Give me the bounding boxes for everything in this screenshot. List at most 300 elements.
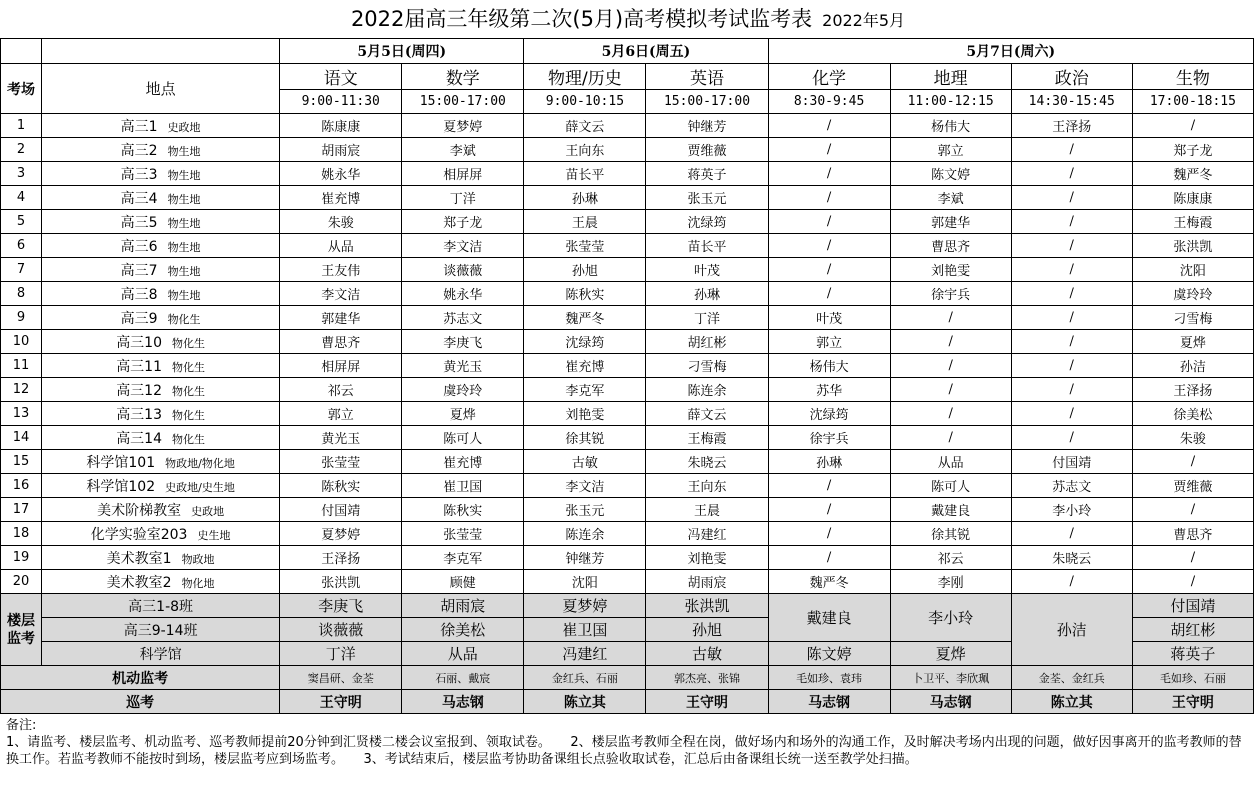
room-name: 科学馆101 (86, 454, 156, 471)
room-number: 17 (1, 498, 42, 522)
floor-area: 高三9-14班 (42, 618, 280, 642)
room-location (42, 186, 280, 210)
floor-invigilator: 谈薇薇 (280, 618, 402, 642)
room-subject-combo: 物化生 (172, 336, 206, 350)
floor-invigilator: 从品 (402, 642, 524, 666)
invigilator-cell: / (1011, 258, 1132, 282)
invigilator-cell: / (768, 138, 890, 162)
room-name: 高三4 (120, 190, 158, 207)
invigilator-cell: 陈秋实 (402, 498, 524, 522)
patrol-row (1, 690, 1254, 714)
invigilator-cell: 钟继芳 (524, 546, 646, 570)
floor-chem: 戴建良 (768, 594, 890, 642)
subject-header: 语文 (280, 64, 402, 90)
invigilator-cell: / (1011, 162, 1132, 186)
invigilator-cell: / (1011, 234, 1132, 258)
mobile-invigilators: 卜卫平、李欣珮 (890, 666, 1011, 690)
room-subject-combo: 史政地 (167, 120, 201, 134)
invigilator-cell: 刁雪梅 (1132, 306, 1253, 330)
invigilator-cell: 孙琳 (768, 450, 890, 474)
invigilator-cell: 姚永华 (280, 162, 402, 186)
invigilator-cell: 王晨 (524, 210, 646, 234)
floor-geo: 李小玲 (890, 594, 1011, 642)
floor-invigilator: 崔卫国 (524, 618, 646, 642)
floor-chem: 陈文婷 (768, 642, 890, 666)
table-row (1, 234, 1254, 258)
invigilator-cell: 朱晓云 (1011, 546, 1132, 570)
invigilator-cell: 祁云 (890, 546, 1011, 570)
mobile-invigilators: 窦昌研、金荃 (280, 666, 402, 690)
patrol-inspector: 马志钢 (768, 690, 890, 714)
invigilator-cell: 孙洁 (1132, 354, 1253, 378)
invigilator-cell: / (1132, 450, 1253, 474)
invigilator-cell: 胡红彬 (646, 330, 768, 354)
day-header: 5月5日(周四) (280, 39, 524, 64)
patrol-inspector: 王守明 (1132, 690, 1253, 714)
room-subject-combo: 物化生 (167, 312, 201, 326)
invigilator-cell: 李斌 (890, 186, 1011, 210)
invigilator-cell: 魏严冬 (768, 570, 890, 594)
subject-header: 生物 (1132, 64, 1253, 90)
invigilator-cell: / (890, 402, 1011, 426)
invigilator-cell: 蒋英子 (646, 162, 768, 186)
invigilator-cell: 陈康康 (1132, 186, 1253, 210)
invigilator-cell: 徐其锐 (890, 522, 1011, 546)
room-location (42, 330, 280, 354)
table-row (1, 570, 1254, 594)
invigilator-cell: / (1011, 354, 1132, 378)
table-row (1, 378, 1254, 402)
room-subject-combo: 物化生 (172, 360, 206, 374)
room-subject-combo: 物生地 (167, 240, 201, 254)
invigilator-cell: / (768, 114, 890, 138)
invigilator-cell: / (1011, 378, 1132, 402)
invigilator-cell: 刁雪梅 (646, 354, 768, 378)
time-header: 17:00-18:15 (1132, 90, 1253, 114)
room-location (42, 138, 280, 162)
invigilator-cell: 崔充博 (524, 354, 646, 378)
time-header: 9:00-11:30 (280, 90, 402, 114)
invigilator-cell: 黄光玉 (280, 426, 402, 450)
title-main: 2022届高三年级第二次(5月)高考模拟考试监考表 (350, 7, 813, 31)
invigilator-cell: 从品 (280, 234, 402, 258)
title-date: 2022年5月 (822, 11, 906, 30)
invigilator-cell: 沈阳 (1132, 258, 1253, 282)
invigilator-cell: 薛文云 (646, 402, 768, 426)
invigilator-cell: 杨伟大 (768, 354, 890, 378)
invigilator-cell: 祁云 (280, 378, 402, 402)
room-name: 高三1 (120, 118, 158, 135)
invigilator-cell: / (890, 354, 1011, 378)
room-name: 美术阶梯教室 (97, 502, 182, 519)
table-row (1, 354, 1254, 378)
mobile-invigilators: 金荃、金红兵 (1011, 666, 1132, 690)
invigilator-cell: 戴建良 (890, 498, 1011, 522)
time-header: 15:00-17:00 (646, 90, 768, 114)
floor-invigilator: 孙旭 (646, 618, 768, 642)
room-subject-combo: 物化地 (181, 576, 215, 590)
invigilator-cell: 王梅霞 (1132, 210, 1253, 234)
invigilator-cell: 孙琳 (646, 282, 768, 306)
room-location (42, 306, 280, 330)
time-header: 14:30-15:45 (1011, 90, 1132, 114)
invigilator-cell: 陈秋实 (524, 282, 646, 306)
room-number: 6 (1, 234, 42, 258)
invigilator-cell: 贾维薇 (1132, 474, 1253, 498)
table-row (1, 402, 1254, 426)
room-name: 美术教室2 (106, 574, 172, 591)
floor-politics: 孙洁 (1011, 594, 1132, 666)
invigilator-cell: 陈秋实 (280, 474, 402, 498)
invigilator-cell: 孙旭 (524, 258, 646, 282)
invigilator-cell: / (1011, 306, 1132, 330)
room-subject-combo: 物生地 (167, 288, 201, 302)
invigilator-cell: 叶茂 (768, 306, 890, 330)
invigilator-cell: 李小玲 (1011, 498, 1132, 522)
table-row (1, 426, 1254, 450)
floor-invigilator: 丁洋 (280, 642, 402, 666)
patrol-inspector: 陈立其 (524, 690, 646, 714)
invigilator-cell: 徐宇兵 (768, 426, 890, 450)
invigilator-cell: / (1011, 210, 1132, 234)
invigilator-cell: 古敏 (524, 450, 646, 474)
invigilator-cell: 沈阳 (524, 570, 646, 594)
table-row (1, 306, 1254, 330)
room-subject-combo: 物生地 (167, 168, 201, 182)
invigilator-cell: 相屏屏 (280, 354, 402, 378)
subject-header: 物理/历史 (524, 64, 646, 90)
room-location (42, 570, 280, 594)
invigilator-cell: / (1011, 522, 1132, 546)
room-number: 8 (1, 282, 42, 306)
invigilator-cell: 陈文婷 (890, 162, 1011, 186)
invigilator-cell: 苗长平 (524, 162, 646, 186)
table-row (1, 210, 1254, 234)
room-number: 4 (1, 186, 42, 210)
invigilator-cell: 王泽扬 (1132, 378, 1253, 402)
room-number: 16 (1, 474, 42, 498)
table-row (1, 258, 1254, 282)
invigilator-cell: 沈绿筠 (768, 402, 890, 426)
floor-invigilator: 徐美松 (402, 618, 524, 642)
invigilator-cell: 刘艳雯 (890, 258, 1011, 282)
invigilator-cell: 夏梦婷 (280, 522, 402, 546)
floor-invigilator: 胡雨宸 (402, 594, 524, 618)
patrol-inspector: 陈立其 (1011, 690, 1132, 714)
invigilator-cell: 魏严冬 (1132, 162, 1253, 186)
mobile-row (1, 666, 1254, 690)
time-header: 9:00-10:15 (524, 90, 646, 114)
table-row (1, 450, 1254, 474)
time-header: 8:30-9:45 (768, 90, 890, 114)
table-row (1, 474, 1254, 498)
subject-header: 化学 (768, 64, 890, 90)
room-name: 科学馆102 (86, 478, 156, 495)
floor-bio: 付国靖 (1132, 594, 1253, 618)
mobile-invigilators: 毛如珍、袁玮 (768, 666, 890, 690)
room-subject-combo: 史生地 (197, 528, 231, 542)
table-row (1, 498, 1254, 522)
room-number: 11 (1, 354, 42, 378)
room-number: 7 (1, 258, 42, 282)
invigilator-cell: 李刚 (890, 570, 1011, 594)
invigilator-cell: 魏严冬 (524, 306, 646, 330)
invigilator-cell: 叶茂 (646, 258, 768, 282)
table-row (1, 330, 1254, 354)
invigilator-cell: 苗长平 (646, 234, 768, 258)
room-name: 高三14 (116, 430, 163, 447)
room-name: 化学实验室203 (90, 526, 188, 543)
page-title (0, 0, 1256, 38)
invigilator-cell: 黄光玉 (402, 354, 524, 378)
room-location (42, 234, 280, 258)
room-location (42, 354, 280, 378)
invigilator-cell: 薛文云 (524, 114, 646, 138)
invigilator-cell: 曹思齐 (280, 330, 402, 354)
floor-invigilator: 张洪凯 (646, 594, 768, 618)
room-location (42, 282, 280, 306)
invigilator-cell: 丁洋 (402, 186, 524, 210)
invigilator-cell: 陈康康 (280, 114, 402, 138)
invigilator-cell: 孙琳 (524, 186, 646, 210)
invigilator-cell: 李文洁 (524, 474, 646, 498)
header-blank (1, 39, 42, 64)
table-row (1, 186, 1254, 210)
invigilator-cell: 陈可人 (402, 426, 524, 450)
invigilator-cell: 刘艳雯 (646, 546, 768, 570)
floor-invigilator: 冯建红 (524, 642, 646, 666)
table-row (1, 162, 1254, 186)
invigilator-cell: 郑子龙 (402, 210, 524, 234)
table-row (1, 522, 1254, 546)
invigilator-cell: 虞玲玲 (1132, 282, 1253, 306)
invigilator-cell: / (1011, 570, 1132, 594)
invigilator-cell: 陈连余 (646, 378, 768, 402)
invigilator-cell: / (890, 378, 1011, 402)
invigilator-cell: / (1011, 402, 1132, 426)
invigilator-cell: 李克军 (402, 546, 524, 570)
table-row (1, 546, 1254, 570)
room-subject-combo: 史政地/史生地 (165, 480, 235, 494)
room-number: 1 (1, 114, 42, 138)
floor-row (1, 594, 1254, 618)
floor-invigilator: 李庚飞 (280, 594, 402, 618)
room-subject-combo: 物生地 (167, 144, 201, 158)
invigilation-table (0, 38, 1254, 714)
patrol-inspector: 王守明 (646, 690, 768, 714)
time-header: 15:00-17:00 (402, 90, 524, 114)
invigilator-cell: 夏梦婷 (402, 114, 524, 138)
invigilator-cell: 李斌 (402, 138, 524, 162)
invigilator-cell: 张玉元 (646, 186, 768, 210)
invigilator-cell: 李庚飞 (402, 330, 524, 354)
invigilator-cell: 徐美松 (1132, 402, 1253, 426)
room-subject-combo: 物政地/物化地 (165, 456, 235, 470)
mobile-invigilators: 石丽、戴宸 (402, 666, 524, 690)
column-header-room: 考场 (1, 64, 42, 114)
room-name: 高三6 (120, 238, 158, 255)
invigilator-cell: 郭建华 (890, 210, 1011, 234)
invigilator-cell: 张洪凯 (1132, 234, 1253, 258)
invigilator-cell: / (1011, 282, 1132, 306)
invigilator-cell: 刘艳雯 (524, 402, 646, 426)
room-location (42, 258, 280, 282)
invigilator-cell: 付国靖 (1011, 450, 1132, 474)
invigilator-cell: 苏华 (768, 378, 890, 402)
column-header-location: 地点 (42, 64, 280, 114)
invigilator-cell: 陈可人 (890, 474, 1011, 498)
room-number: 10 (1, 330, 42, 354)
invigilator-cell: 顾健 (402, 570, 524, 594)
invigilator-cell: / (1132, 546, 1253, 570)
invigilator-cell: / (1132, 570, 1253, 594)
invigilator-cell: / (768, 546, 890, 570)
subject-header: 英语 (646, 64, 768, 90)
invigilator-cell: 崔卫国 (402, 474, 524, 498)
invigilator-cell: / (1011, 186, 1132, 210)
invigilator-cell: / (890, 330, 1011, 354)
invigilator-cell: 张玉元 (524, 498, 646, 522)
invigilator-cell: 杨伟大 (890, 114, 1011, 138)
room-name: 高三13 (116, 406, 163, 423)
patrol-inspector: 马志钢 (402, 690, 524, 714)
room-subject-combo: 物生地 (167, 192, 201, 206)
room-number: 14 (1, 426, 42, 450)
invigilator-cell: 张洪凯 (280, 570, 402, 594)
room-location (42, 522, 280, 546)
room-location (42, 378, 280, 402)
invigilator-cell: 谈薇薇 (402, 258, 524, 282)
room-subject-combo: 史政地 (191, 504, 225, 518)
invigilator-cell: 王晨 (646, 498, 768, 522)
room-location (42, 402, 280, 426)
invigilator-cell: 郑子龙 (1132, 138, 1253, 162)
room-name: 高三12 (116, 382, 163, 399)
invigilator-cell: 郭建华 (280, 306, 402, 330)
header-blank (42, 39, 280, 64)
invigilator-cell: 张莹莹 (524, 234, 646, 258)
invigilator-cell: 沈绿筠 (524, 330, 646, 354)
floor-invigilator: 古敏 (646, 642, 768, 666)
invigilator-cell: / (768, 522, 890, 546)
invigilator-cell: 从品 (890, 450, 1011, 474)
patrol-label: 巡考 (1, 690, 280, 714)
floor-invigilator: 夏梦婷 (524, 594, 646, 618)
room-subject-combo: 物化生 (172, 408, 206, 422)
room-location (42, 474, 280, 498)
invigilator-cell: 郭立 (768, 330, 890, 354)
mobile-invigilators: 郭杰亮、张锦 (646, 666, 768, 690)
room-name: 高三3 (120, 166, 158, 183)
invigilator-cell: 付国靖 (280, 498, 402, 522)
subject-header: 政治 (1011, 64, 1132, 90)
room-name: 美术教室1 (106, 550, 172, 567)
invigilator-cell: / (768, 474, 890, 498)
mobile-invigilators: 金红兵、石丽 (524, 666, 646, 690)
room-number: 13 (1, 402, 42, 426)
invigilator-cell: 沈绿筠 (646, 210, 768, 234)
invigilator-cell: / (1011, 330, 1132, 354)
subject-header: 数学 (402, 64, 524, 90)
room-location (42, 114, 280, 138)
table-row (1, 138, 1254, 162)
room-name: 高三8 (120, 286, 158, 303)
invigilator-cell: 贾维薇 (646, 138, 768, 162)
invigilator-cell: 陈连余 (524, 522, 646, 546)
invigilator-cell: 胡雨宸 (280, 138, 402, 162)
invigilator-cell: 王向东 (646, 474, 768, 498)
floor-area: 科学馆 (42, 642, 280, 666)
room-location (42, 426, 280, 450)
invigilator-cell: / (890, 426, 1011, 450)
invigilator-cell: / (1011, 426, 1132, 450)
room-number: 18 (1, 522, 42, 546)
floor-geo: 夏烨 (890, 642, 1011, 666)
invigilator-cell: 徐宇兵 (890, 282, 1011, 306)
invigilator-cell: 丁洋 (646, 306, 768, 330)
invigilator-cell: 冯建红 (646, 522, 768, 546)
invigilator-cell: / (768, 162, 890, 186)
invigilator-cell: 王梅霞 (646, 426, 768, 450)
patrol-inspector: 马志钢 (890, 690, 1011, 714)
room-name: 高三2 (120, 142, 158, 159)
patrol-inspector: 王守明 (280, 690, 402, 714)
invigilator-cell: 朱骏 (280, 210, 402, 234)
room-subject-combo: 物化生 (172, 432, 206, 446)
invigilator-cell: 王友伟 (280, 258, 402, 282)
invigilator-cell: 曹思齐 (1132, 522, 1253, 546)
invigilator-cell: / (768, 234, 890, 258)
invigilator-cell: 张莹莹 (402, 522, 524, 546)
invigilator-cell: 王泽扬 (1011, 114, 1132, 138)
invigilator-cell: 苏志文 (1011, 474, 1132, 498)
table-row (1, 282, 1254, 306)
mobile-label: 机动监考 (1, 666, 280, 690)
invigilator-cell: 崔充博 (402, 450, 524, 474)
time-header: 11:00-12:15 (890, 90, 1011, 114)
room-name: 高三11 (116, 358, 163, 375)
room-name: 高三9 (120, 310, 158, 327)
room-number: 2 (1, 138, 42, 162)
mobile-invigilators: 毛如珍、石丽 (1132, 666, 1253, 690)
invigilator-cell: / (1132, 498, 1253, 522)
invigilator-cell: 王向东 (524, 138, 646, 162)
invigilator-cell: / (768, 186, 890, 210)
notes-heading: 备注: (6, 718, 37, 733)
room-subject-combo: 物化生 (172, 384, 206, 398)
room-location (42, 450, 280, 474)
room-subject-combo: 物生地 (167, 264, 201, 278)
invigilator-cell: / (1011, 138, 1132, 162)
invigilator-cell: 张莹莹 (280, 450, 402, 474)
room-number: 20 (1, 570, 42, 594)
room-subject-combo: 物生地 (167, 216, 201, 230)
invigilator-cell: / (890, 306, 1011, 330)
room-location (42, 210, 280, 234)
room-name: 高三7 (120, 262, 158, 279)
room-location (42, 498, 280, 522)
room-number: 19 (1, 546, 42, 570)
invigilator-cell: 郭立 (890, 138, 1011, 162)
invigilator-cell: 夏烨 (402, 402, 524, 426)
room-location (42, 162, 280, 186)
room-number: 12 (1, 378, 42, 402)
room-number: 15 (1, 450, 42, 474)
invigilator-cell: 崔充博 (280, 186, 402, 210)
invigilator-cell: 朱骏 (1132, 426, 1253, 450)
invigilator-cell: 李文洁 (280, 282, 402, 306)
invigilator-cell: 钟继芳 (646, 114, 768, 138)
